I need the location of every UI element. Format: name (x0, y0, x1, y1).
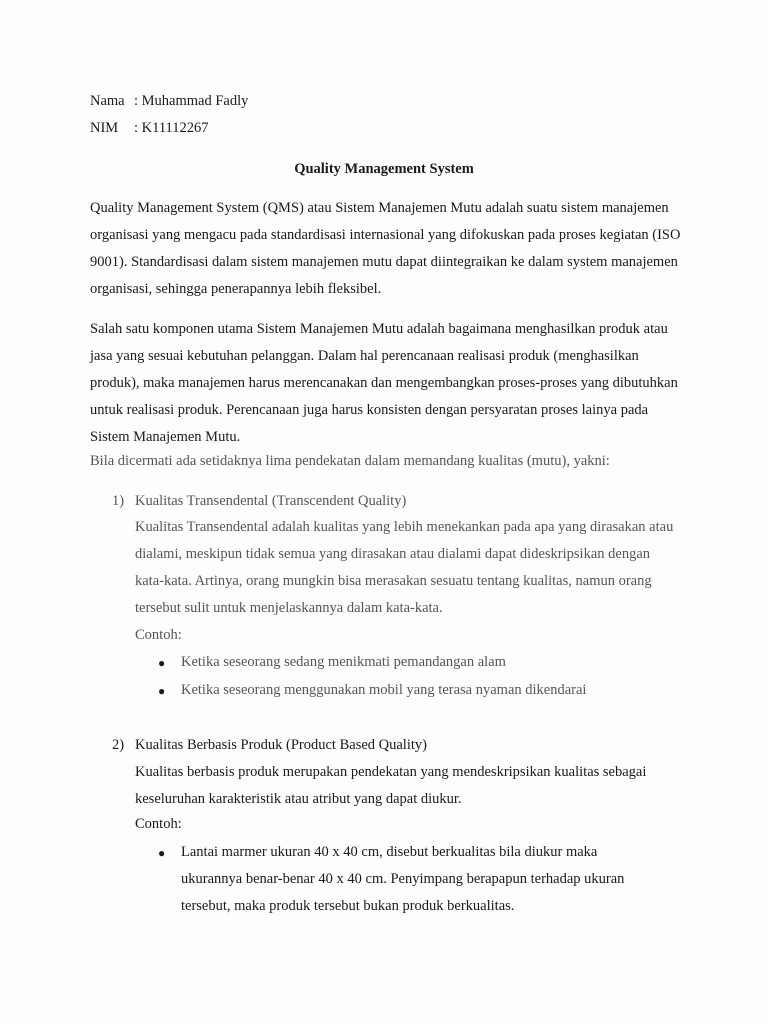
contoh-label: Contoh: (135, 627, 182, 643)
nim-value: : K11112267 (134, 120, 209, 136)
nim-row (90, 120, 209, 137)
nim-label: NIM (90, 120, 119, 136)
name-label: Nama (90, 93, 125, 109)
name-row (90, 93, 248, 110)
intro-line: Bila dicermati ada setidaknya lima pendekatan dalam memandang kualitas (mutu), yakni: (90, 453, 610, 469)
paragraph-1: Quality Management System (QMS) atau Sistem Manajemen Mutu adalah suatu sistem manajemen organisasi yang mengacu pada standardisasi internasional yang difokuskan pada proses kegiatan (ISO 9001). Standardisasi dalam sistem manajemen mutu dapat diintegraikan ke dalam system manajemen organisasi, sehingga penerapannya lebih fleksibel. (90, 200, 681, 297)
name-value: : Muhammad Fadly (134, 93, 249, 109)
document-title: Quality Management System (294, 161, 474, 177)
bullet-text: Ketika seseorang sedang menikmati pemandangan alam (181, 654, 506, 670)
paragraph-2: Salah satu komponen utama Sistem Manajemen Mutu adalah bagaimana menghasilkan produk atau jasa yang sesuai kebutuhan pelanggan. Dalam hal perencanaan realisasi produk (menghasilkan produk), maka manajemen harus merencanakan dan mengembangkan proses-proses yang dibutuhkan untuk realisasi produk. Perencanaan juga harus konsisten dengan persyaratan proses lainya pada Sistem Manajemen Mutu. (90, 321, 678, 445)
bullet-text: Lantai marmer ukuran 40 x 40 cm, disebut berkualitas bila diukur maka ukurannya benar-benar 40 x 40 cm. Penyimpang berapapun terhadap ukuran tersebut, maka produk tersebut bukan produk berkualitas. (181, 844, 625, 914)
bullet-icon: ● (158, 656, 166, 670)
bullet-icon: ● (158, 684, 166, 698)
list-item-body: Kualitas Transendental adalah kualitas yang lebih menekankan pada apa yang dirasakan atau dialami, meskipun tidak semua yang dirasakan atau dialami dapat dideskripsikan dengan kata-kata. Artinya, orang mungkin bisa merasakan sesuatu tentang kualitas, namun orang tersebut sulit untuk menjelaskannya dalam kata-kata. (135, 519, 674, 616)
list-item-number: 2) (112, 737, 125, 753)
contoh-label: Contoh: (135, 816, 182, 832)
list-item-heading: Kualitas Transendental (Transcendent Quality) (135, 493, 407, 509)
bullet-icon: ● (158, 846, 166, 860)
list-item-number: 1) (112, 493, 125, 509)
bullet-text: Ketika seseorang menggunakan mobil yang terasa nyaman dikendarai (181, 682, 587, 698)
list-item-heading: Kualitas Berbasis Produk (Product Based Quality) (135, 737, 427, 753)
list-item-body: Kualitas berbasis produk merupakan pendekatan yang mendeskripsikan kualitas sebagai keseluruhan karakteristik atau atribut yang dapat diukur. (135, 764, 647, 807)
